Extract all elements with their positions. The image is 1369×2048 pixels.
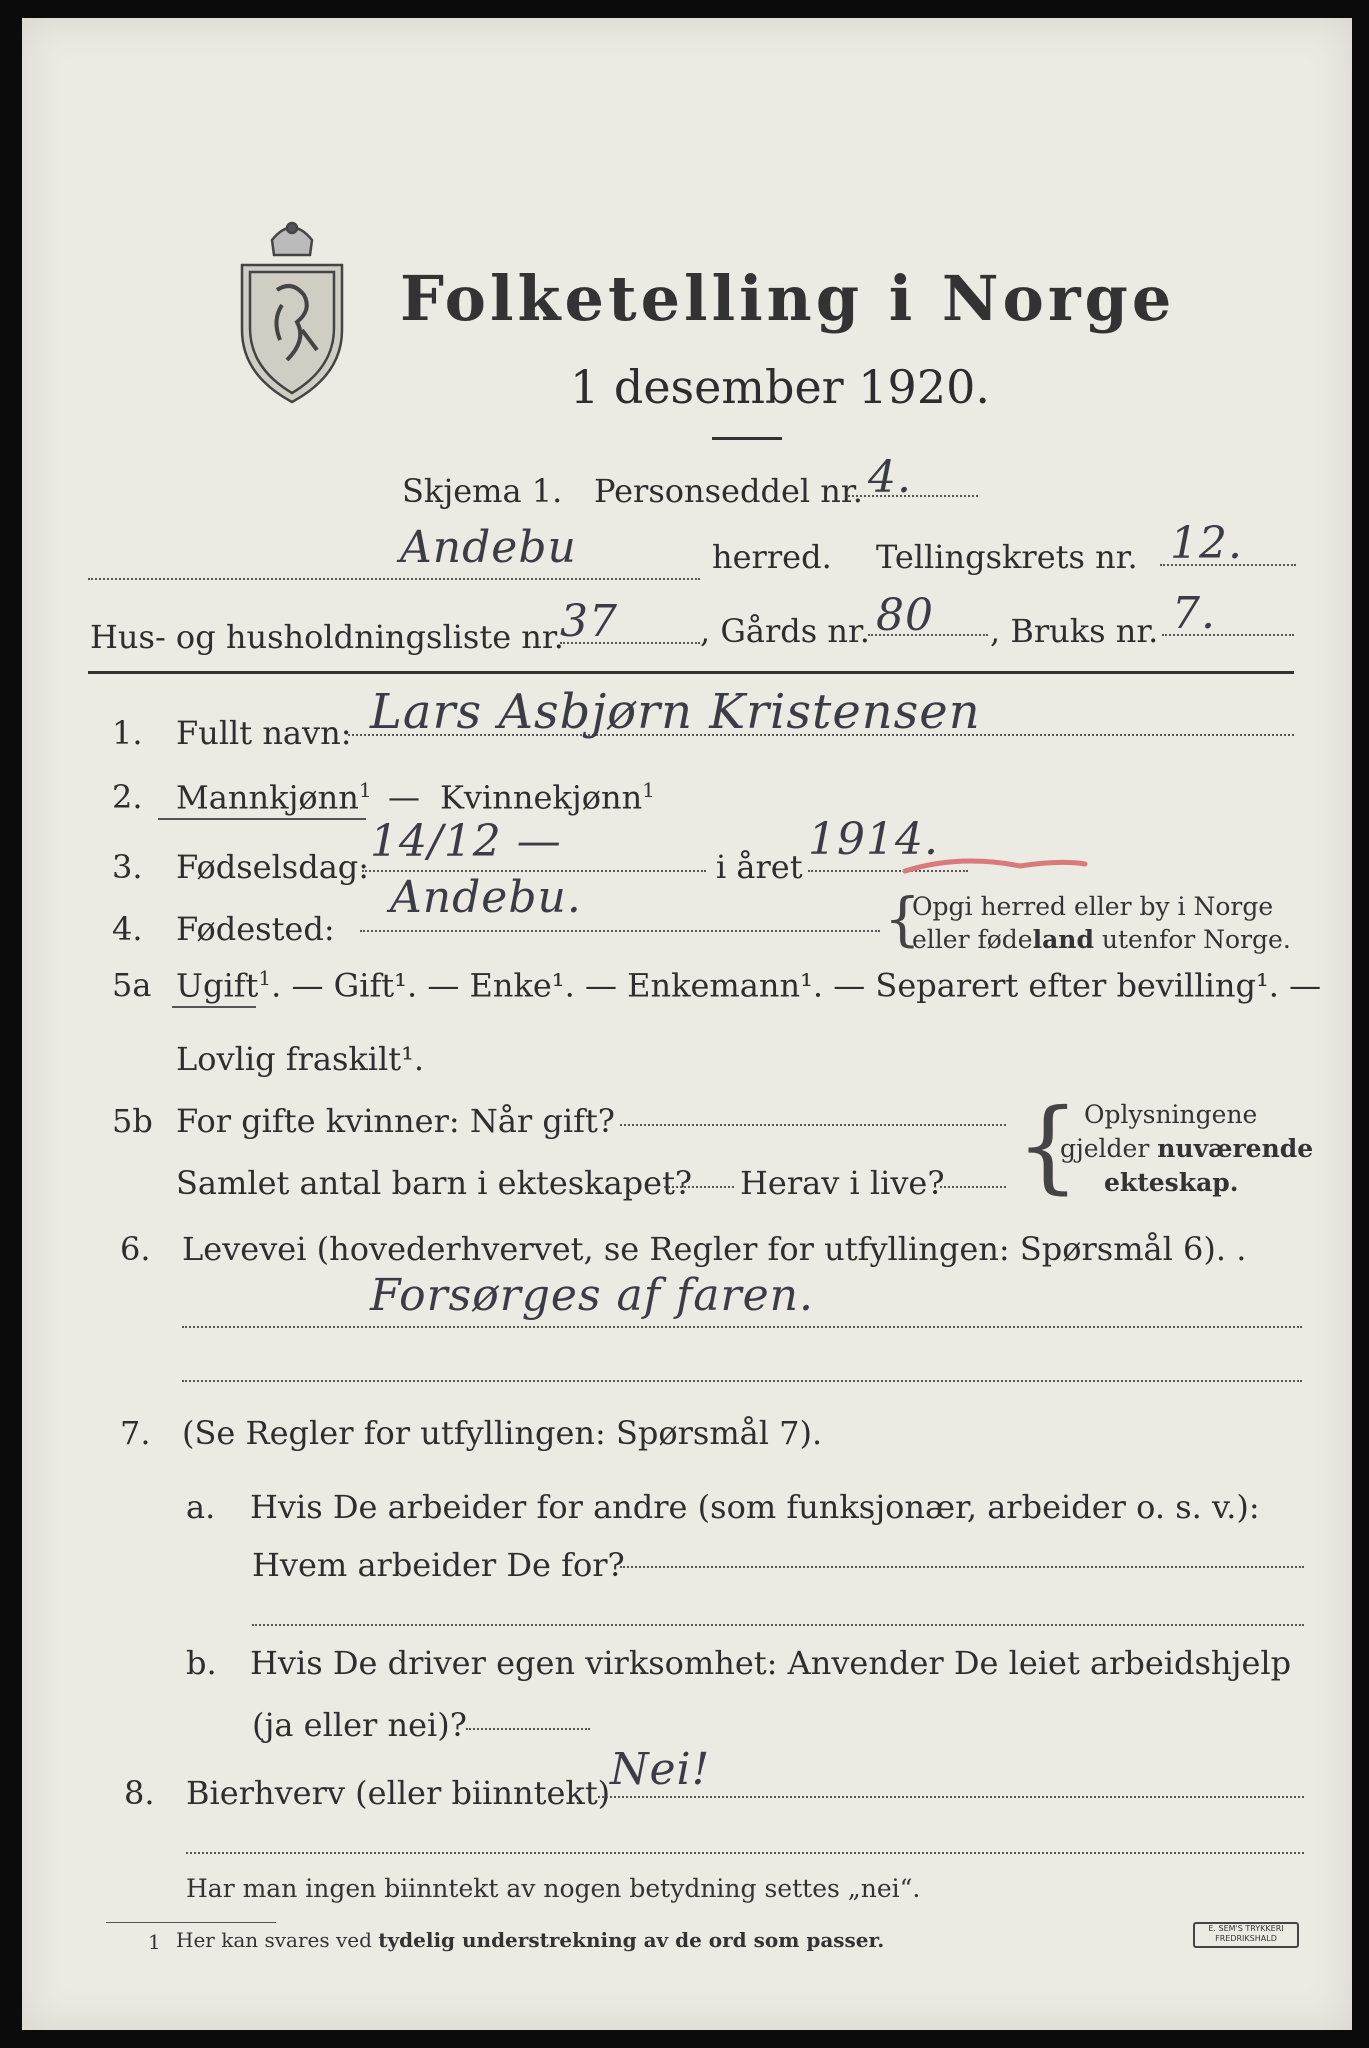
q8-line2: [186, 1852, 1304, 1854]
q5b-alive-line: [940, 1186, 1006, 1188]
personseddel-value: 4.: [868, 452, 912, 503]
q6-label: Levevei (hovederhvervet, se Regler for utfyllingen: Spørsmål 6). .: [182, 1230, 1247, 1268]
q5b-children-line: [664, 1186, 734, 1188]
header-rule: [88, 671, 1294, 674]
q8-number: 8.: [124, 1774, 155, 1812]
q4-note-line1: Opgi herred eller by i Norge: [912, 892, 1274, 921]
herred-label: herred.: [712, 538, 832, 576]
q7b-line: [466, 1728, 590, 1730]
footnote-text: Her kan svares ved tydelig understrekning av de ord som passer.: [176, 1928, 885, 1952]
q4-note-line2: eller fødeland utenfor Norge.: [912, 925, 1291, 954]
q7a-letter: a.: [186, 1488, 216, 1526]
q5a-number: 5a: [112, 966, 152, 1004]
printer-stamp: E. SEM'S TRYKKERI FREDRIKSHALD: [1193, 1922, 1299, 1948]
q4-number: 4.: [112, 910, 143, 948]
gards-label: , Gårds nr.: [700, 612, 870, 650]
q7b-label2: (ja eller nei)?: [252, 1706, 467, 1744]
q7b-label: Hvis De driver egen virksomhet: Anvender De leiet arbeidshjelp: [250, 1644, 1292, 1682]
q6-line2: [182, 1380, 1302, 1382]
q3-label: Fødselsdag:: [176, 848, 370, 886]
q2-number: 2.: [112, 778, 143, 816]
footnote-rule: [106, 1922, 276, 1923]
title-divider: [712, 437, 782, 440]
q3-year-label: i året: [716, 848, 803, 886]
footer-note: Har man ingen biinntekt av nogen betydning settes „nei“.: [186, 1874, 921, 1903]
q5a-line2: Lovlig fraskilt¹.: [176, 1040, 425, 1078]
q5b-label-alive: Herav i live?: [740, 1164, 945, 1202]
q4-birthplace-value: Andebu.: [390, 872, 582, 923]
coat-of-arms-icon: [232, 210, 352, 410]
q8-line1: [598, 1796, 1304, 1798]
bruks-label: , Bruks nr.: [990, 612, 1159, 650]
herred-line: [88, 578, 700, 580]
q1-label: Fullt navn:: [176, 714, 352, 752]
q8-value: Nei!: [610, 1744, 711, 1795]
q4-line: [360, 930, 880, 932]
q6-number: 6.: [120, 1230, 151, 1268]
tellingskrets-label: Tellingskrets nr.: [876, 538, 1138, 576]
q7b-letter: b.: [186, 1644, 217, 1682]
q7-label: (Se Regler for utfyllingen: Spørsmål 7).: [182, 1414, 823, 1452]
q2-separator: —: [388, 778, 420, 816]
herred-value: Andebu: [400, 522, 577, 573]
q7-number: 7.: [120, 1414, 151, 1452]
q5b-number: 5b: [112, 1102, 153, 1140]
q5b-note-brace: {: [1016, 1087, 1080, 1204]
q1-name-value: Lars Asbjørn Kristensen: [370, 684, 981, 740]
q2-female: Kvinnekjønn$^1$: [440, 778, 655, 817]
q7a-label2: Hvem arbeider De for?: [252, 1546, 625, 1584]
footnote-mark: 1: [148, 1930, 161, 1954]
q5b-note-line3: ekteskap.: [1104, 1168, 1239, 1197]
q3-number: 3.: [112, 848, 143, 886]
q5b-married-line: [620, 1124, 1006, 1126]
q5a-ugift-underline: [172, 1006, 256, 1008]
q2-male-underline: [158, 818, 366, 820]
q5b-note-line1: Oplysningene: [1084, 1100, 1258, 1129]
q5b-note-line2: gjelder nuværende: [1060, 1134, 1314, 1163]
bruks-value: 7.: [1172, 588, 1216, 639]
red-pencil-mark: [900, 846, 1090, 886]
q1-number: 1.: [112, 714, 143, 752]
q4-note-brace: {: [884, 885, 921, 953]
skjema-label: Skjema 1.: [402, 472, 563, 510]
q7a-line1: [620, 1566, 1304, 1568]
form-title: Folketelling i Norge: [400, 262, 1176, 335]
tellingskrets-value: 12.: [1170, 518, 1243, 569]
q5b-label-married: For gifte kvinner: Når gift?: [176, 1102, 615, 1140]
personseddel-label: Personseddel nr.: [594, 472, 863, 510]
q4-label: Fødested:: [176, 910, 335, 948]
q6-line1: [182, 1326, 1302, 1328]
q7a-label: Hvis De arbeider for andre (som funksjonær, arbeider o. s. v.):: [250, 1488, 1260, 1526]
gards-value: 80: [876, 590, 934, 641]
q3-birthday-value: 14/12 —: [370, 816, 562, 867]
hus-value: 37: [560, 596, 618, 647]
q5a-options: Ugift$^1$. — Gift¹. — Enke¹. — Enkemann¹. — Separert efter bevilling¹. —: [176, 966, 1322, 1005]
q7a-line2: [252, 1624, 1304, 1626]
q5b-label-children: Samlet antal barn i ekteskapet?: [176, 1164, 693, 1202]
q6-occupation-value: Forsørges af faren.: [370, 1270, 814, 1321]
q2-male: Mannkjønn$^1$: [176, 778, 372, 817]
hus-label: Hus- og husholdningsliste nr.: [90, 618, 564, 656]
q8-label: Bierhverv (eller biinntekt): [186, 1774, 611, 1812]
census-date: 1 desember 1920.: [570, 360, 990, 414]
q3-year-value: 1914.: [808, 814, 939, 865]
